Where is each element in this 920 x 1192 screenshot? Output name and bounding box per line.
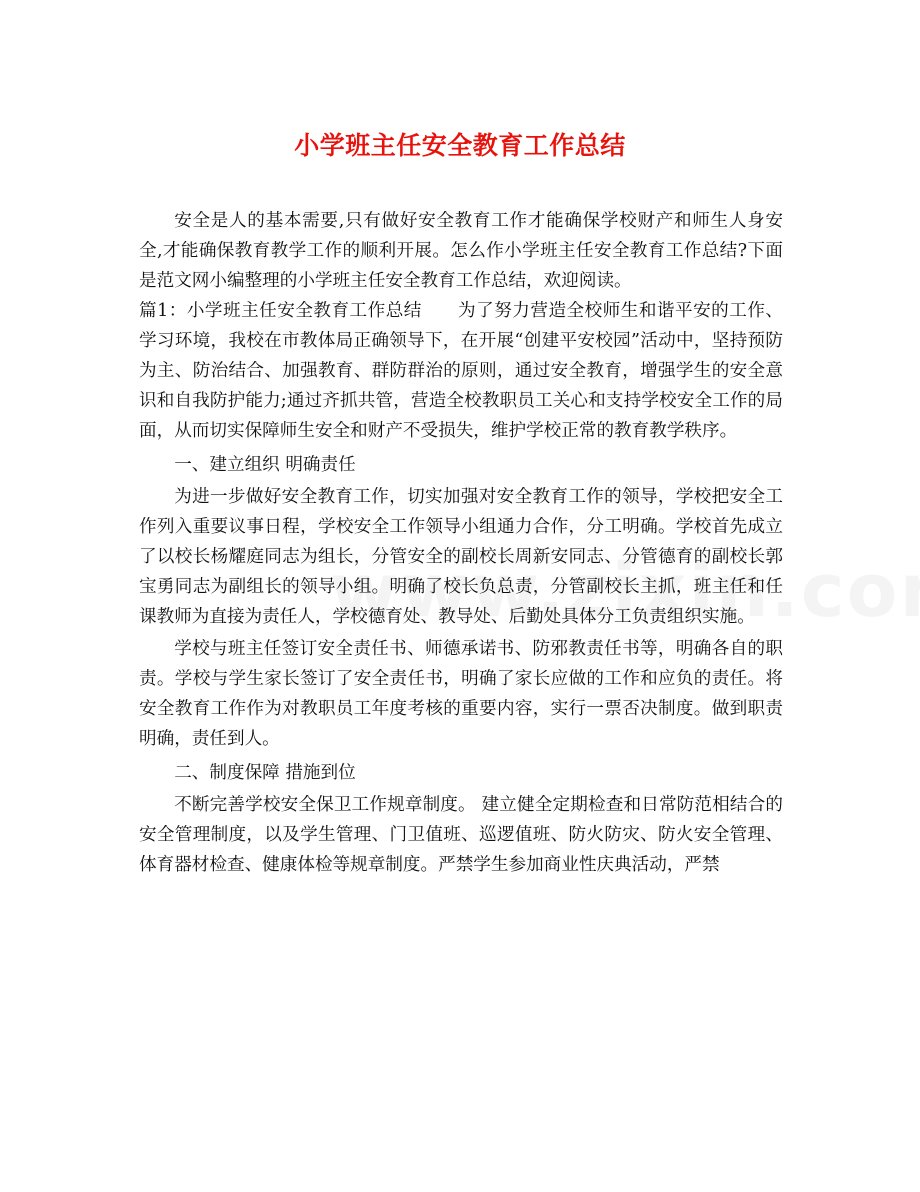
section-heading-2: 二、制度保障 措施到位 <box>174 763 356 783</box>
document-title: 小学班主任安全教育工作总结 <box>294 131 626 160</box>
section2-paragraph-1: 不断完善学校安全保卫工作规章制度。 建立健全定期检查和日常防范相结合的安全管理制度，以及学生管理、门卫值班、巡逻值班、防火防灾、防火安全管理、体育器材检查、健康体检等规章制度。严禁学生参加商业性庆典活动，严禁 <box>139 795 783 875</box>
section-heading-1: 一、建立组织 明确责任 <box>174 455 356 475</box>
intro-paragraph: 安全是人的基本需要,只有做好安全教育工作才能确保学校财产和师生人身安全,才能确保教育教学工作的顺利开展。怎么作小学班主任安全教育工作总结?下面是范文网小编整理的小学班主任安全教育工作总结，欢迎阅读。 <box>139 211 783 291</box>
part1-paragraph: 篇1：小学班主任安全教育工作总结 为了努力营造全校师生和谐平安的工作、学习环境，我校在市教体局正确领导下，在开展“创建平安校园”活动中，坚持预防为主、防治结合、加强教育、群防群治的原则，通过安全教育，增强学生的安全意识和自我防护能力;通过齐抓共管，营造全校教职员工关心和支持学校安全工作的局面，从而切实保障师生安全和财产不受损失，维护学校正常的教育教学秩序。 <box>139 301 783 441</box>
section1-paragraph-1: 为进一步做好安全教育工作，切实加强对安全教育工作的领导，学校把安全工作列入重要议事日程，学校安全工作领导小组通力合作，分工明确。学校首先成立了以校长杨耀庭同志为组长，分管安全的副校长周新安同志、分管德育的副校长郭宝勇同志为副组长的领导小组。明确了校长负总责，分管副校长主抓，班主任和任课教师为直接为责任人，学校德育处、教导处、后勤处具体分工负责组织实施。 <box>139 487 783 627</box>
document-body <box>139 206 783 880</box>
section1-paragraph-2: 学校与班主任签订安全责任书、师德承诺书、防邪教责任书等，明确各自的职责。学校与学生家长签订了安全责任书，明确了家长应做的工作和应负的责任。将安全教育工作作为对教职员工年度考核的重要内容，实行一票否决制度。做到职责明确，责任到人。 <box>139 639 783 749</box>
